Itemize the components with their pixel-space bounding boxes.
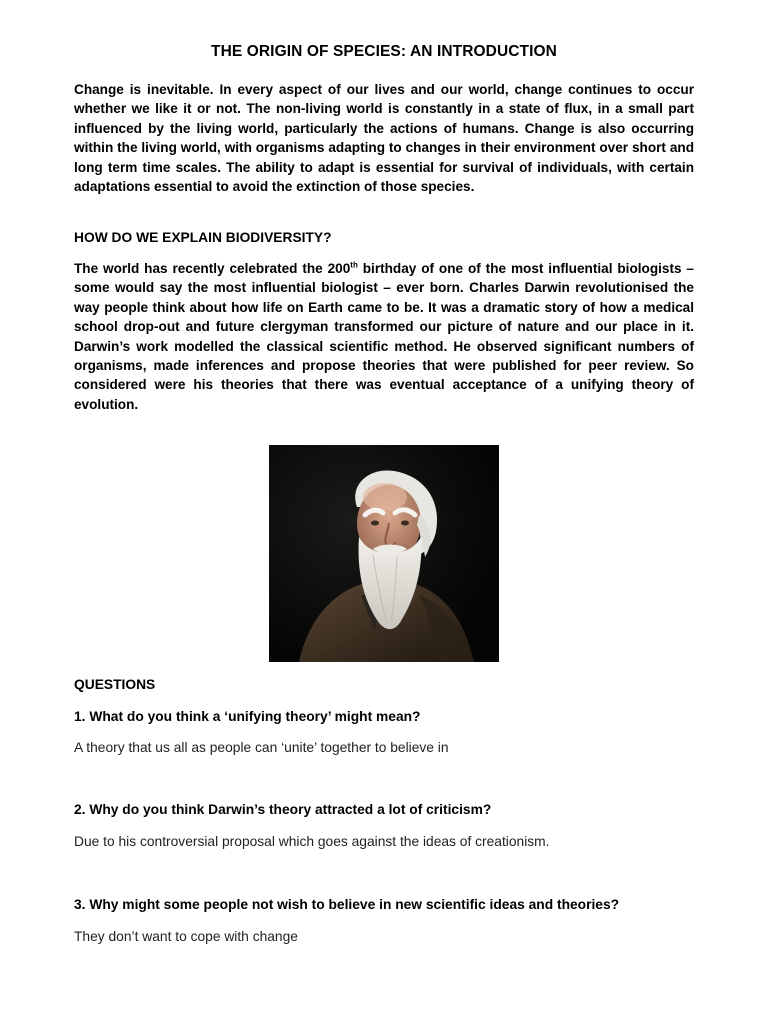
darwin-portrait-image [269, 445, 499, 662]
biodiversity-text-start: The world has recently celebrated the 200 [74, 261, 351, 276]
document-title: THE ORIGIN OF SPECIES: AN INTRODUCTION [211, 43, 557, 60]
answer-2: Due to his controversial proposal which goes against the ideas of creationism. [74, 834, 550, 849]
document-page [74, 0, 694, 1024]
questions-heading: QUESTIONS [74, 677, 156, 692]
answer-1: A theory that us all as people can ‘unite’ together to believe in [74, 740, 449, 755]
section-heading-biodiversity: HOW DO WE EXPLAIN BIODIVERSITY? [74, 230, 332, 245]
biodiversity-text-rest: birthday of one of the most influential biologists – some would say the most influential biologist – ever born. Charles Darwin revolutionised the way people think about how life on Earth came to be. It was a dramatic story of how a medical school drop-out and future clergyman transformed our picture of nature and our place in it. Darwin’s work modelled the classical scientific method. He observed significant numbers of organisms, made inferences and propose theories that were published for peer review. So considered were his theories that there was eventual acceptance of a unifying theory of evolution. [74, 261, 694, 412]
intro-paragraph: Change is inevitable. In every aspect of our lives and our world, change continues to occur whether we like it or not. The non-living world is constantly in a state of flux, in a small part influenced by the living world, particularly the actions of humans. Change is also occurring within the living world, with organisms adapting to changes in their environment over short and long term time scales. The ability to adapt is essential for survival of individuals, with certain adaptations essential to avoid the extinction of those species. [74, 82, 694, 195]
answer-3: They don’t want to cope with change [74, 929, 298, 944]
question-1: 1. What do you think a ‘unifying theory’ might mean? [74, 709, 421, 724]
biodiversity-paragraph [74, 259, 694, 414]
ordinal-superscript: th [350, 260, 358, 270]
question-2: 2. Why do you think Darwin’s theory attracted a lot of criticism? [74, 802, 492, 817]
portrait-illustration [269, 445, 499, 662]
question-3: 3. Why might some people not wish to believe in new scientific ideas and theories? [74, 897, 620, 912]
